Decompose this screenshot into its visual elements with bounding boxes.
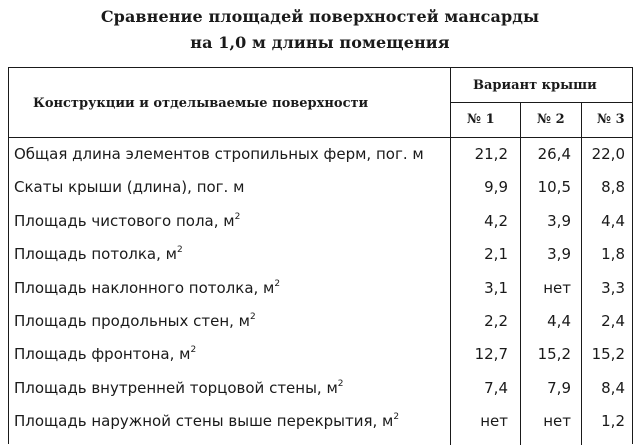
table-cell-variant-3: 3,3 bbox=[601, 279, 625, 297]
header-roof-variant: Вариант крыши bbox=[473, 78, 597, 93]
unit-superscript: 2 bbox=[190, 345, 197, 355]
table-row-label bbox=[14, 214, 240, 229]
row-label-text: Площадь чистового пола, м bbox=[14, 212, 235, 230]
unit-superscript: 2 bbox=[250, 312, 256, 322]
row-label-text: Площадь наклонного потолка, м bbox=[14, 279, 275, 297]
table-cell-variant-2: 7,9 bbox=[547, 379, 571, 397]
table-cell-variant-3: 15,2 bbox=[591, 345, 625, 363]
table-row-label bbox=[14, 281, 280, 296]
table-row-label bbox=[14, 381, 344, 396]
row-label-text: Скаты крыши (длина), пог. м bbox=[14, 178, 245, 196]
row-label-text: Площадь фронтона, м bbox=[14, 345, 191, 363]
table-cell-variant-2: 26,4 bbox=[537, 145, 571, 163]
table-row-label bbox=[14, 147, 424, 162]
table-row-label bbox=[14, 314, 256, 329]
table-cell-variant-2: нет bbox=[543, 412, 571, 430]
row-label-text: Площадь продольных стен, м bbox=[14, 312, 250, 330]
table-cell-variant-1: 9,9 bbox=[484, 178, 508, 196]
row-label-text: Площадь наружной стены выше перекрытия, м bbox=[14, 412, 394, 430]
table-cell-variant-1: нет bbox=[480, 412, 508, 430]
table-row-label bbox=[14, 247, 183, 262]
table-cell-variant-2: 4,4 bbox=[547, 312, 571, 330]
unit-superscript: 2 bbox=[393, 412, 400, 422]
table-cell-variant-3: 8,4 bbox=[601, 379, 625, 397]
table-cell-variant-2: 15,2 bbox=[537, 345, 571, 363]
table-cell-variant-3: 1,8 bbox=[601, 245, 625, 263]
header-variant-2: № 2 bbox=[537, 112, 565, 127]
table-cell-variant-3: 8,8 bbox=[601, 178, 625, 196]
unit-superscript: 2 bbox=[274, 279, 281, 289]
unit-superscript: 2 bbox=[337, 379, 344, 389]
unit-superscript: 2 bbox=[234, 212, 241, 222]
column-divider-2 bbox=[520, 102, 521, 445]
table-cell-variant-3: 4,4 bbox=[601, 212, 625, 230]
table-cell-variant-1: 2,1 bbox=[484, 245, 508, 263]
header-variant-3: № 3 bbox=[597, 112, 625, 127]
column-divider-1 bbox=[450, 68, 451, 445]
table-cell-variant-3: 2,4 bbox=[601, 312, 625, 330]
table-cell-variant-2: нет bbox=[543, 279, 571, 297]
row-label-text: Площадь потолка, м bbox=[14, 245, 177, 263]
table-title-line-1: Сравнение площадей поверхностей мансарды bbox=[100, 7, 540, 26]
row-label-text: Площадь внутренней торцовой стены, м bbox=[14, 379, 338, 397]
table-cell-variant-1: 7,4 bbox=[484, 379, 508, 397]
table-cell-variant-3: 22,0 bbox=[591, 145, 625, 163]
header-constructions: Конструкции и отделываемые поверхности bbox=[33, 96, 369, 111]
table-cell-variant-1: 12,7 bbox=[474, 345, 508, 363]
table-cell-variant-2: 3,9 bbox=[547, 212, 571, 230]
table-title-line-2: на 1,0 м длины помещения bbox=[190, 33, 450, 52]
table-row-label bbox=[14, 347, 196, 362]
column-divider-3 bbox=[581, 102, 582, 445]
header-group-divider bbox=[450, 102, 632, 103]
unit-superscript: 2 bbox=[176, 245, 183, 255]
row-label-text: Общая длина элементов стропильных ферм, пог. м bbox=[14, 145, 424, 163]
header-variant-1: № 1 bbox=[467, 112, 495, 127]
table-cell-variant-1: 3,1 bbox=[484, 279, 508, 297]
comparison-table bbox=[8, 67, 633, 444]
table-row-label bbox=[14, 414, 399, 429]
table-cell-variant-1: 4,2 bbox=[484, 212, 508, 230]
table-cell-variant-1: 21,2 bbox=[474, 145, 508, 163]
table-row-label bbox=[14, 180, 244, 195]
table-cell-variant-2: 3,9 bbox=[547, 245, 571, 263]
table-cell-variant-3: 1,2 bbox=[601, 412, 625, 430]
table-cell-variant-1: 2,2 bbox=[484, 312, 508, 330]
table-cell-variant-2: 10,5 bbox=[537, 178, 571, 196]
header-bottom-divider bbox=[9, 137, 632, 138]
